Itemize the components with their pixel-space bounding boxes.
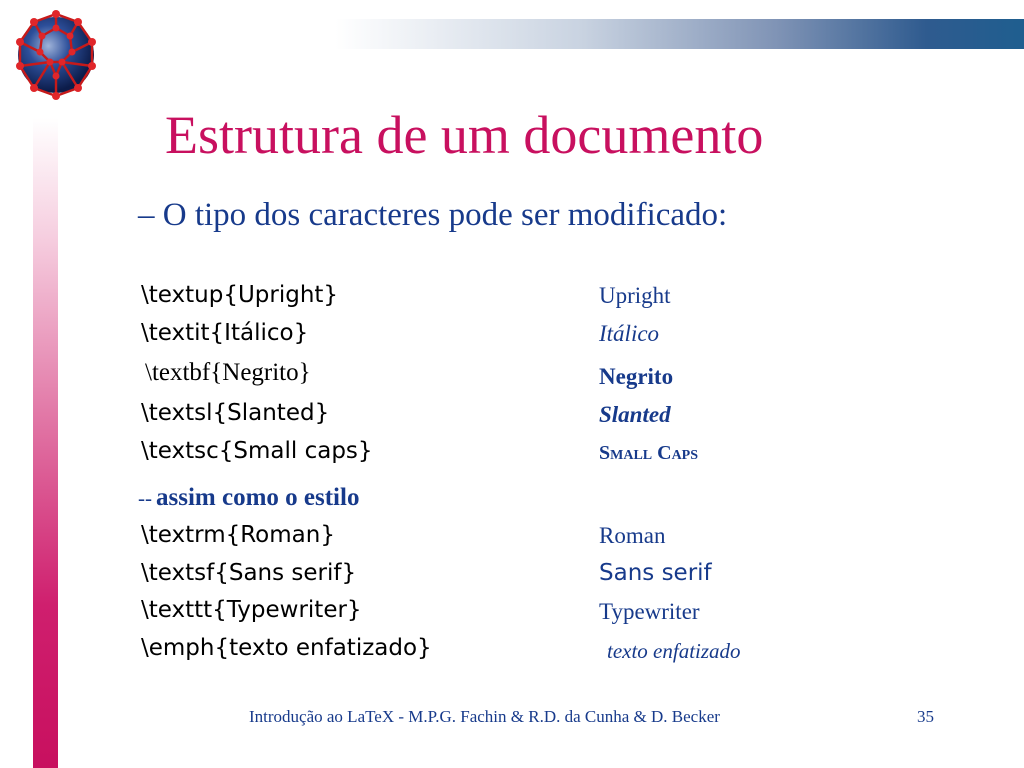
- output-emphasized: texto enfatizado: [607, 639, 741, 663]
- command-emph: \emph{texto enfatizado}: [141, 635, 432, 661]
- section-text: assim como o estilo: [156, 484, 360, 511]
- command-textup: \textup{Upright}: [141, 282, 339, 308]
- command-textsl: \textsl{Slanted}: [141, 400, 330, 426]
- command-textsf: \textsf{Sans serif}: [141, 560, 357, 586]
- command-textrm: \textrm{Roman}: [141, 522, 335, 548]
- output-small-caps: Small Caps: [599, 442, 699, 464]
- output-italic: Itálico: [599, 321, 660, 346]
- page-number: 35: [917, 707, 934, 726]
- output-roman: Roman: [599, 523, 666, 548]
- command-textbf: \textbf{Negrito}: [145, 359, 311, 386]
- output-typewriter: Typewriter: [599, 599, 700, 624]
- slide-subtitle: – O tipo dos caracteres pode ser modificado:: [138, 197, 728, 233]
- left-decorative-band: [33, 118, 58, 768]
- top-decorative-band: [40, 19, 1024, 49]
- command-textsc: \textsc{Small caps}: [141, 438, 373, 464]
- command-textit: \textit{Itálico}: [141, 320, 309, 346]
- slide-title: Estrutura de um documento: [165, 105, 764, 165]
- section-dash: --: [138, 486, 152, 510]
- output-bold: Negrito: [599, 364, 674, 389]
- command-texttt: \texttt{Typewriter}: [141, 597, 362, 623]
- output-upright: Upright: [599, 283, 671, 308]
- output-slanted: Slanted: [599, 402, 671, 427]
- style-section-heading: [138, 482, 359, 517]
- fullerene-molecule-icon: [0, 0, 110, 110]
- output-sans-serif: Sans serif: [599, 560, 712, 586]
- slide-footer: Introdução ao LaTeX - M.P.G. Fachin & R.D. da Cunha & D. Becker: [249, 707, 720, 726]
